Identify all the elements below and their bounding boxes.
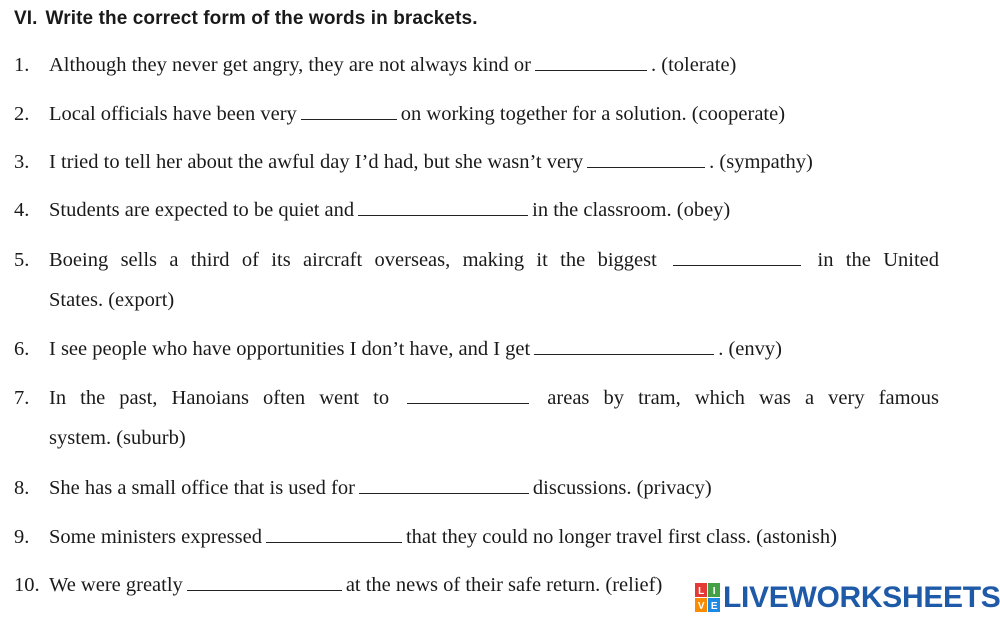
- svg-text:I: I: [712, 586, 716, 597]
- question-text-before: Students are expected to be quiet and: [49, 199, 355, 221]
- answer-blank[interactable]: [266, 523, 402, 543]
- question-text-after: on working together for a solution. (cooperate): [400, 103, 786, 125]
- question-number: 6.: [14, 338, 30, 360]
- live-badge-icon: [695, 583, 721, 613]
- question-number: 8.: [14, 477, 30, 499]
- answer-blank[interactable]: [587, 148, 705, 168]
- exercise-heading: [14, 8, 478, 30]
- question-text-before: In the past, Hanoians often went to: [49, 387, 390, 409]
- question-text-after: . (envy): [718, 338, 782, 360]
- question-text-after: that they could no longer travel first class. (astonish): [405, 526, 837, 548]
- question-text-after: in the classroom. (obey): [532, 199, 731, 221]
- question-text-before: I tried to tell her about the awful day I’d had, but she wasn’t very: [49, 151, 584, 173]
- heading-text: Write the correct form of the words in brackets.: [45, 8, 478, 29]
- question-text-before: Although they never get angry, they are not always kind or: [49, 54, 531, 76]
- question-text-before: Some ministers expressed: [49, 526, 262, 548]
- question-number: 10.: [14, 574, 40, 596]
- logo-text: LIVEWORKSHEETS: [723, 581, 1000, 614]
- answer-blank[interactable]: [673, 246, 801, 266]
- question-text-before: We were greatly: [49, 574, 183, 596]
- answer-blank[interactable]: [407, 384, 529, 404]
- question-continuation: system. (suburb): [49, 427, 186, 449]
- question-number: 9.: [14, 526, 30, 548]
- heading-number: VI.: [14, 8, 38, 29]
- question-text-after: areas by tram, which was a very famous: [547, 387, 940, 409]
- question-text-after: in the United: [817, 249, 940, 271]
- question-number: 4.: [14, 199, 30, 221]
- question-text-after: . (sympathy): [709, 151, 813, 173]
- svg-text:V: V: [697, 601, 705, 612]
- question-text-after: at the news of their safe return. (relief): [345, 574, 663, 596]
- liveworksheets-logo: [695, 578, 1000, 618]
- question-continuation: States. (export): [49, 289, 175, 311]
- answer-blank[interactable]: [358, 196, 528, 216]
- question-number: 1.: [14, 54, 30, 76]
- question-number: 3.: [14, 151, 30, 173]
- svg-text:E: E: [710, 601, 718, 612]
- question-number: 5.: [14, 249, 30, 271]
- question-text-after: discussions. (privacy): [532, 477, 712, 499]
- question-number: 7.: [14, 387, 30, 409]
- answer-blank[interactable]: [534, 335, 714, 355]
- question-text-before: She has a small office that is used for: [49, 477, 355, 499]
- answer-blank[interactable]: [187, 571, 342, 591]
- question-text-after: . (tolerate): [651, 54, 737, 76]
- answer-blank[interactable]: [301, 100, 397, 120]
- question-text-before: Boeing sells a third of its aircraft overseas, making it the biggest: [49, 249, 657, 271]
- question-text-before: Local officials have been very: [49, 103, 297, 125]
- question-number: 2.: [14, 103, 30, 125]
- answer-blank[interactable]: [359, 474, 529, 494]
- question-text-before: I see people who have opportunities I don’t have, and I get: [49, 338, 531, 360]
- answer-blank[interactable]: [535, 51, 647, 71]
- svg-text:L: L: [698, 586, 704, 597]
